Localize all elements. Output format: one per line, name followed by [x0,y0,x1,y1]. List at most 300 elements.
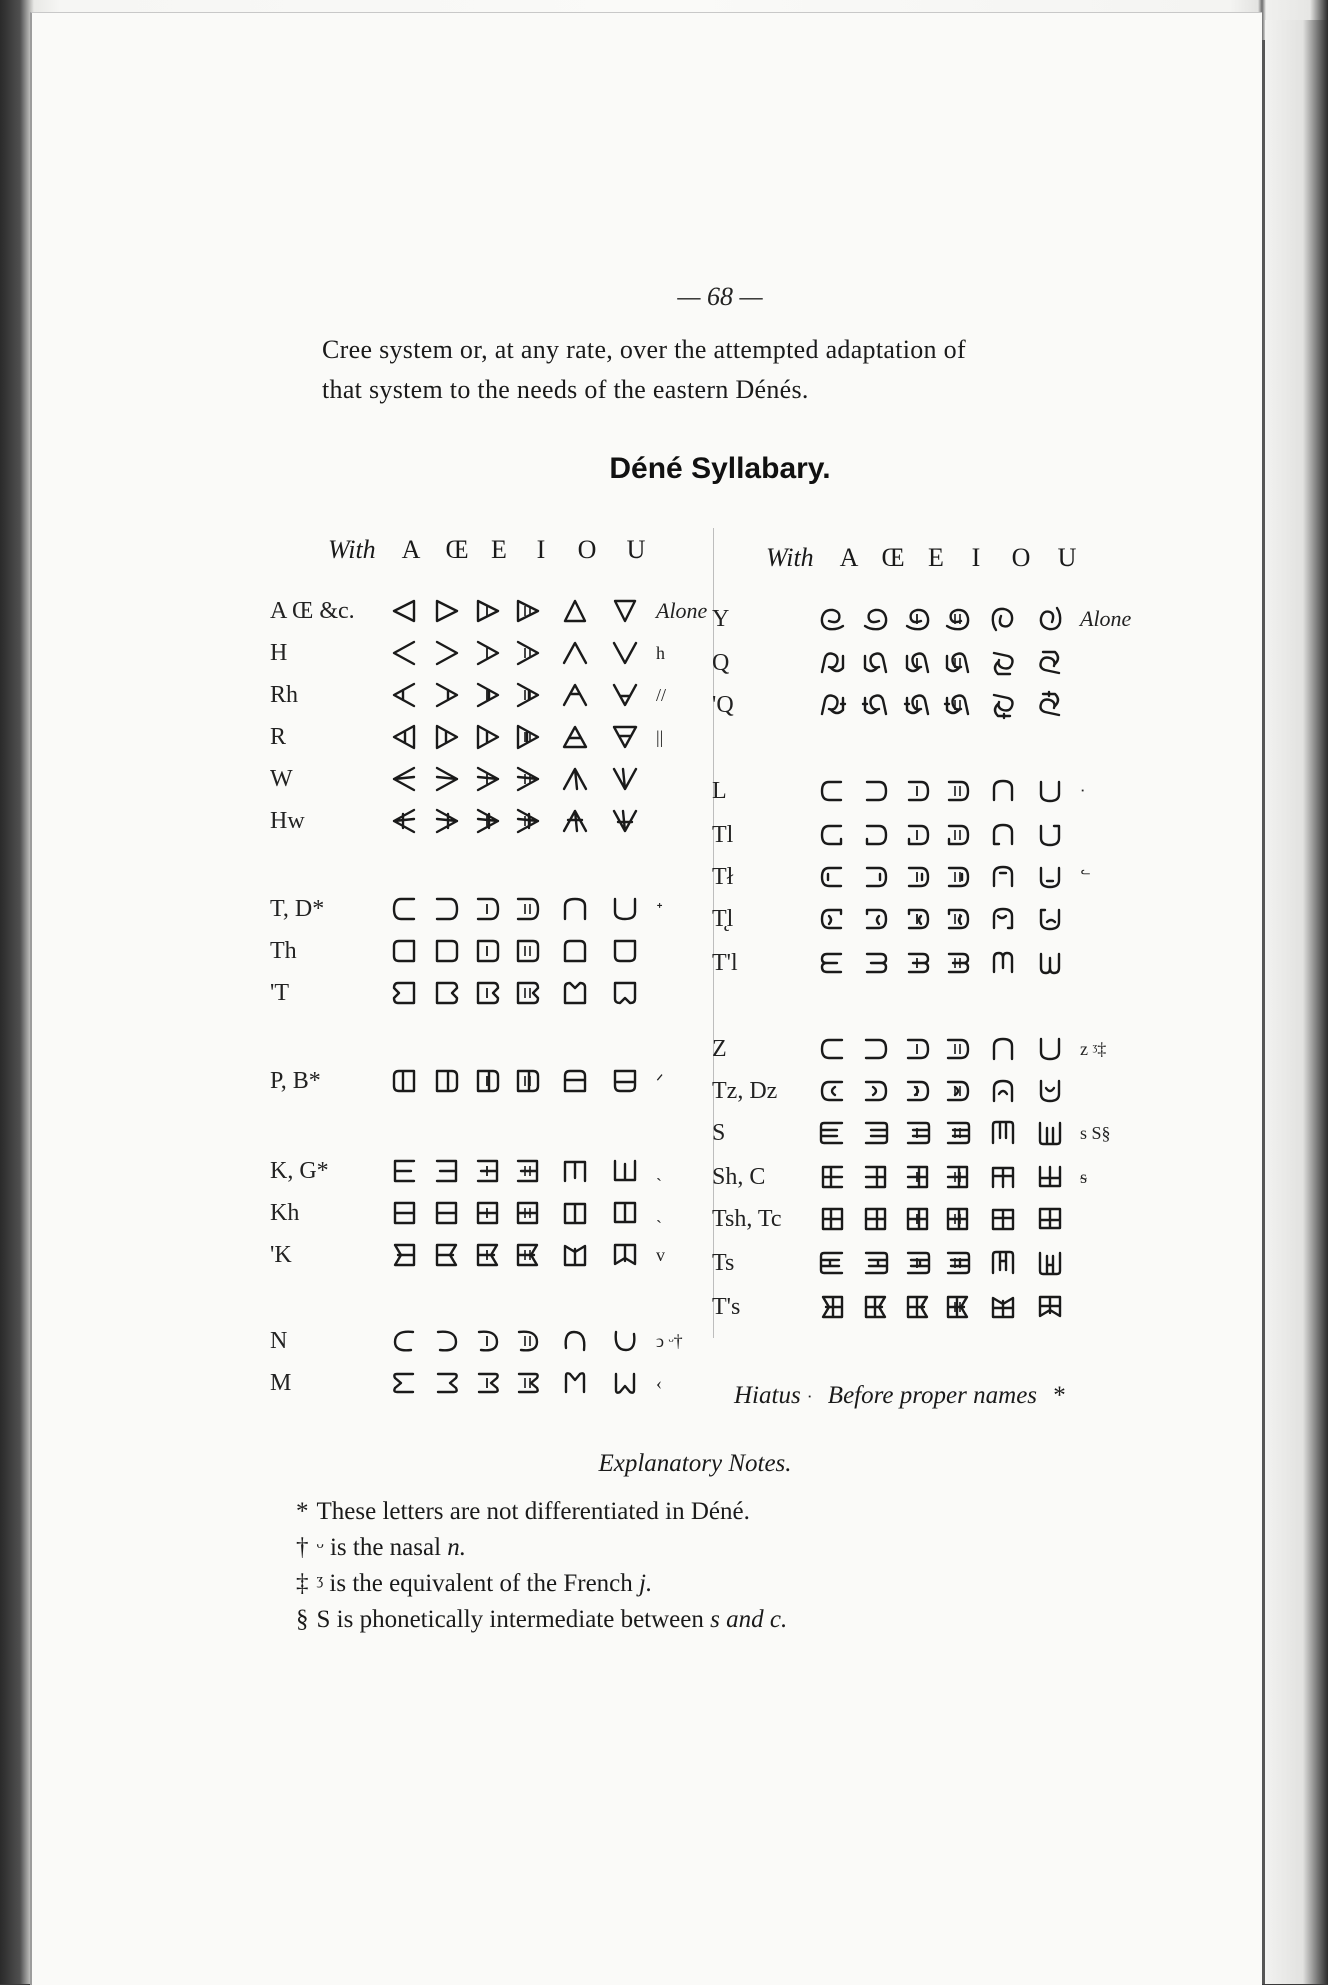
syllable-glyph [426,1240,468,1270]
syllabary-row [270,1364,662,1402]
syllable-glyph [810,1248,854,1278]
syllable-glyph [978,648,1028,678]
page-number: — 68 — [677,282,763,311]
syllable-glyph [810,604,854,634]
note [296,1606,787,1634]
syllable-glyph [382,1066,426,1096]
vowel-header: E [928,543,944,572]
syllable-glyph [898,948,938,978]
consonant-label: Th [270,937,297,964]
syllable-glyph [468,1198,508,1228]
note [296,1534,466,1562]
syllabary-row [712,600,1131,638]
syllable-glyph [548,1066,602,1096]
final-mark: h [656,642,665,663]
syllable-glyph [508,806,548,836]
consonant-label: Tsh, Tc [712,1205,782,1232]
note-text: ᵕ is the nasal [316,1534,448,1561]
final-mark: ᓪ [1080,866,1091,887]
syllable-glyph [382,1240,426,1270]
syllable-glyph [854,776,898,806]
syllable-glyph [1028,776,1072,806]
syllabary-row [270,1322,683,1360]
syllable-glyph [426,1326,468,1356]
syllable-glyph [468,638,508,668]
syllable-glyph [1028,904,1072,934]
syllable-glyph [854,948,898,978]
note-symbol: ‡ [296,1570,309,1597]
syllable-glyph [468,1368,508,1398]
syllable-glyph [426,806,468,836]
syllable-glyph [602,1198,648,1228]
final-mark: ᐧ [1080,780,1085,801]
syllable-glyph [1028,1204,1072,1234]
intro-line: that system to the needs of the eastern Dénés. [322,375,809,404]
syllable-glyph [382,596,426,626]
vowel-header: U [1057,543,1077,572]
proper-names-mark: * [1053,1382,1066,1409]
syllable-glyph [978,690,1028,720]
syllable-glyph [1028,948,1072,978]
final-mark: ˏ [656,1160,662,1181]
syllable-glyph [938,1118,978,1148]
syllable-glyph [810,1034,854,1064]
syllable-glyph [602,1156,648,1186]
consonant-label: Y [712,605,730,632]
syllable-glyph [382,1368,426,1398]
syllable-glyph [898,820,938,850]
syllable-glyph [1028,1076,1072,1106]
consonant-label: T, D* [270,895,325,922]
syllable-glyph [602,1240,648,1270]
syllabary-row [712,900,1080,938]
syllabary-row [712,686,1080,724]
syllabary-row [712,1114,1111,1152]
syllable-glyph [426,764,468,794]
syllable-glyph [810,1076,854,1106]
syllable-glyph [1028,1034,1072,1064]
syllabary-row [270,1062,664,1100]
syllabary-row [712,816,1080,854]
note-symbol: § [296,1606,309,1633]
final-mark: s S§ [1080,1122,1111,1143]
syllable-glyph [508,936,548,966]
syllable-glyph [548,764,602,794]
syllable-glyph [810,948,854,978]
consonant-label: W [270,765,293,792]
syllable-glyph [382,806,426,836]
syllable-glyph [978,1118,1028,1148]
note-text: These letters are not differentiated in Déné. [316,1498,750,1525]
vowel-header: I [536,535,546,564]
syllable-glyph [938,1292,978,1322]
consonant-label: R [270,723,287,750]
consonant-label: T'l [712,949,738,976]
vowel-header: O [1011,543,1031,572]
syllable-glyph [548,680,602,710]
syllable-glyph [978,776,1028,806]
syllable-glyph [602,936,648,966]
vowel-header: I [971,543,981,572]
syllable-glyph [468,936,508,966]
vowel-header: A [839,543,859,572]
syllable-glyph [810,690,854,720]
syllabary-row [270,1236,665,1274]
syllable-glyph [468,596,508,626]
syllable-glyph [382,978,426,1008]
syllable-glyph [938,1248,978,1278]
syllable-glyph [602,1368,648,1398]
final-mark: ᵴ [1080,1166,1088,1187]
syllable-glyph [1028,1162,1072,1192]
syllable-glyph [898,904,938,934]
syllable-glyph [898,1034,938,1064]
facing-page-edge [1265,20,1328,1984]
syllable-glyph [854,1034,898,1064]
syllable-glyph [978,1292,1028,1322]
syllable-glyph [978,862,1028,892]
final-mark: ᐟ [656,1070,664,1091]
syllable-glyph [426,894,468,924]
syllabary-row [712,1288,1080,1326]
syllable-glyph [1028,862,1072,892]
syllable-glyph [548,1240,602,1270]
syllable-glyph [898,1162,938,1192]
syllable-glyph [548,596,602,626]
syllable-glyph [978,1204,1028,1234]
syllabary-row [270,890,663,928]
note [296,1570,652,1598]
syllabary-row [712,772,1085,810]
syllable-glyph [978,1076,1028,1106]
right-table-header [766,540,1088,576]
syllable-glyph [938,690,978,720]
syllable-glyph [810,1292,854,1322]
syllabary-row [712,1244,1080,1282]
syllable-glyph [548,638,602,668]
syllable-glyph [938,904,978,934]
consonant-label: Hw [270,807,305,834]
syllabary-row [712,644,1080,682]
consonant-label: Kh [270,1199,300,1226]
intro-line: Cree system or, at any rate, over the attempted adaptation of [322,335,966,364]
syllabary-row [712,1200,1080,1238]
hiatus-label: Hiatus [734,1382,801,1409]
syllable-glyph [468,806,508,836]
syllabary-row [712,944,1080,982]
notes-title: Explanatory Notes. [598,1450,792,1477]
note-symbol: † [296,1534,309,1561]
syllable-glyph [978,904,1028,934]
syllable-glyph [978,948,1028,978]
note-symbol: * [296,1498,309,1525]
syllable-glyph [602,722,648,752]
consonant-label: N [270,1327,288,1354]
syllable-glyph [548,806,602,836]
syllabary-row [712,858,1091,896]
syllable-glyph [978,1034,1028,1064]
syllable-glyph [602,764,648,794]
syllable-glyph [426,1198,468,1228]
syllabary-row [270,760,656,798]
final-mark: z ᶾ‡ [1080,1038,1107,1059]
syllabary-row [712,1072,1080,1110]
syllable-glyph [978,820,1028,850]
consonant-label: Tł [712,863,734,890]
syllable-glyph [382,638,426,668]
hiatus-mark: ᐧ [806,1387,812,1407]
vowel-header: U [626,535,646,564]
syllable-glyph [978,1248,1028,1278]
consonant-label: Tz, Dz [712,1077,778,1104]
syllable-glyph [810,862,854,892]
syllable-glyph [548,722,602,752]
syllable-glyph [426,978,468,1008]
syllable-glyph [938,820,978,850]
vowel-header: A [401,535,421,564]
syllable-glyph [1028,820,1072,850]
syllable-glyph [508,1240,548,1270]
syllable-glyph [854,862,898,892]
syllable-glyph [1028,1292,1072,1322]
syllable-glyph [898,648,938,678]
syllable-glyph [508,1198,548,1228]
syllable-glyph [1028,604,1072,634]
consonant-label: S [712,1119,726,1146]
syllable-glyph [1028,648,1072,678]
syllable-glyph [810,648,854,678]
vowel-header: Œ [445,535,469,564]
syllable-glyph [898,1248,938,1278]
syllable-glyph [468,1156,508,1186]
syllable-glyph [508,1066,548,1096]
syllable-glyph [508,638,548,668]
syllable-glyph [854,1162,898,1192]
syllable-glyph [854,1076,898,1106]
syllable-glyph [854,648,898,678]
syllable-glyph [602,638,648,668]
syllable-glyph [1028,1118,1072,1148]
consonant-label: 'T [270,979,289,1006]
syllable-glyph [548,894,602,924]
with-label: With [328,535,376,564]
syllable-glyph [468,1240,508,1270]
final-mark: // [656,684,667,705]
note-italic: s and c. [710,1606,788,1633]
syllable-glyph [898,690,938,720]
syllable-glyph [548,1198,602,1228]
syllable-glyph [854,1118,898,1148]
syllable-glyph [810,904,854,934]
syllable-glyph [810,1162,854,1192]
syllabary-row [270,634,665,672]
consonant-label: K, G* [270,1157,329,1184]
syllabary-row [270,676,666,714]
syllable-glyph [854,690,898,720]
syllable-glyph [938,1162,978,1192]
note-italic: n. [447,1534,467,1561]
final-mark: ᐩ [656,898,664,919]
hiatus-legend [734,1382,1066,1410]
syllable-glyph [468,722,508,752]
syllable-glyph [426,1066,468,1096]
proper-names-label: Before proper names [827,1382,1038,1409]
syllable-glyph [548,978,602,1008]
syllable-glyph [468,894,508,924]
syllable-glyph [426,596,468,626]
final-mark: Alone [1080,606,1132,631]
syllable-glyph [468,764,508,794]
consonant-label: Sh, C [712,1163,766,1190]
consonant-label: Tl [712,821,734,848]
syllabary-row [270,802,656,840]
note [296,1498,750,1526]
syllable-glyph [938,1034,978,1064]
consonant-label: T̨l [712,905,734,932]
syllable-glyph [854,820,898,850]
syllable-glyph [854,1248,898,1278]
note-text: S is phonetically intermediate between [316,1606,711,1633]
final-mark: ˎ [656,1202,662,1223]
syllable-glyph [382,1198,426,1228]
syllable-glyph [508,764,548,794]
vowel-header: O [577,535,597,564]
vowel-header: Œ [881,543,905,572]
syllable-glyph [382,894,426,924]
syllable-glyph [382,764,426,794]
syllabary-row [270,592,707,630]
intro-paragraph [322,330,1122,410]
syllable-glyph [426,722,468,752]
note-text: ᶾ is the equivalent of the French [316,1570,640,1597]
syllable-glyph [938,862,978,892]
consonant-label: A Œ &c. [270,597,355,624]
syllable-glyph [602,1326,648,1356]
consonant-label: Z [712,1035,727,1062]
syllable-glyph [426,638,468,668]
syllable-glyph [810,1118,854,1148]
syllable-glyph [382,722,426,752]
syllable-glyph [938,1204,978,1234]
syllable-glyph [382,680,426,710]
final-mark: ‹ [656,1372,662,1393]
final-mark: || [656,726,664,747]
consonant-label: L [712,777,727,804]
syllable-glyph [602,978,648,1008]
syllable-glyph [854,1204,898,1234]
left-table-header [328,532,660,568]
with-label: With [766,543,814,572]
syllable-glyph [382,1326,426,1356]
syllable-glyph [978,604,1028,634]
syllable-glyph [810,820,854,850]
syllabary-row [712,1030,1106,1068]
syllabary-row [270,1152,662,1190]
consonant-label: Ts [712,1249,735,1276]
syllabary-row [712,1158,1087,1196]
syllable-glyph [508,1156,548,1186]
consonant-label: 'K [270,1241,292,1268]
consonant-label: T's [712,1293,741,1320]
syllable-glyph [426,1156,468,1186]
syllable-glyph [898,862,938,892]
syllable-glyph [898,776,938,806]
syllable-glyph [938,948,978,978]
consonant-label: P, B* [270,1067,321,1094]
consonant-label: Q [712,649,730,676]
syllable-glyph [938,648,978,678]
syllable-glyph [602,680,648,710]
syllable-glyph [898,1118,938,1148]
consonant-label: M [270,1369,292,1396]
syllable-glyph [810,776,854,806]
syllabary-title: Déné Syllabary. [609,452,831,485]
final-mark: ͻ ᵕ† [656,1330,683,1351]
syllable-glyph [382,936,426,966]
final-mark: v [656,1244,665,1265]
syllabary-row [270,932,656,970]
syllable-glyph [548,1368,602,1398]
syllable-glyph [508,1368,548,1398]
syllable-glyph [938,1076,978,1106]
syllable-glyph [898,604,938,634]
consonant-label: 'Q [712,691,734,718]
syllable-glyph [602,596,648,626]
syllable-glyph [978,1162,1028,1192]
vowel-header: E [491,535,507,564]
syllable-glyph [1028,1248,1072,1278]
syllable-glyph [468,1326,508,1356]
syllable-glyph [548,1156,602,1186]
syllable-glyph [468,1066,508,1096]
syllable-glyph [508,1326,548,1356]
note-italic: j. [639,1570,653,1597]
syllable-glyph [602,806,648,836]
syllable-glyph [508,722,548,752]
syllabary-row [270,718,663,756]
final-mark: Alone [656,598,708,623]
syllable-glyph [508,894,548,924]
syllable-glyph [854,904,898,934]
syllabary-row [270,974,656,1012]
syllable-glyph [508,680,548,710]
syllable-glyph [468,978,508,1008]
syllabary-row [270,1194,662,1232]
syllable-glyph [938,776,978,806]
syllable-glyph [382,1156,426,1186]
syllable-glyph [426,1368,468,1398]
syllable-glyph [602,1066,648,1096]
syllable-glyph [508,978,548,1008]
syllable-glyph [898,1076,938,1106]
syllable-glyph [426,680,468,710]
consonant-label: H [270,639,288,666]
syllable-glyph [548,1326,602,1356]
syllable-glyph [602,894,648,924]
syllable-glyph [426,936,468,966]
syllable-glyph [508,596,548,626]
consonant-label: Rh [270,681,299,708]
syllable-glyph [898,1204,938,1234]
syllable-glyph [898,1292,938,1322]
syllable-glyph [938,604,978,634]
syllable-glyph [548,936,602,966]
syllable-glyph [854,604,898,634]
syllable-glyph [468,680,508,710]
syllable-glyph [854,1292,898,1322]
syllable-glyph [1028,690,1072,720]
syllable-glyph [810,1204,854,1234]
